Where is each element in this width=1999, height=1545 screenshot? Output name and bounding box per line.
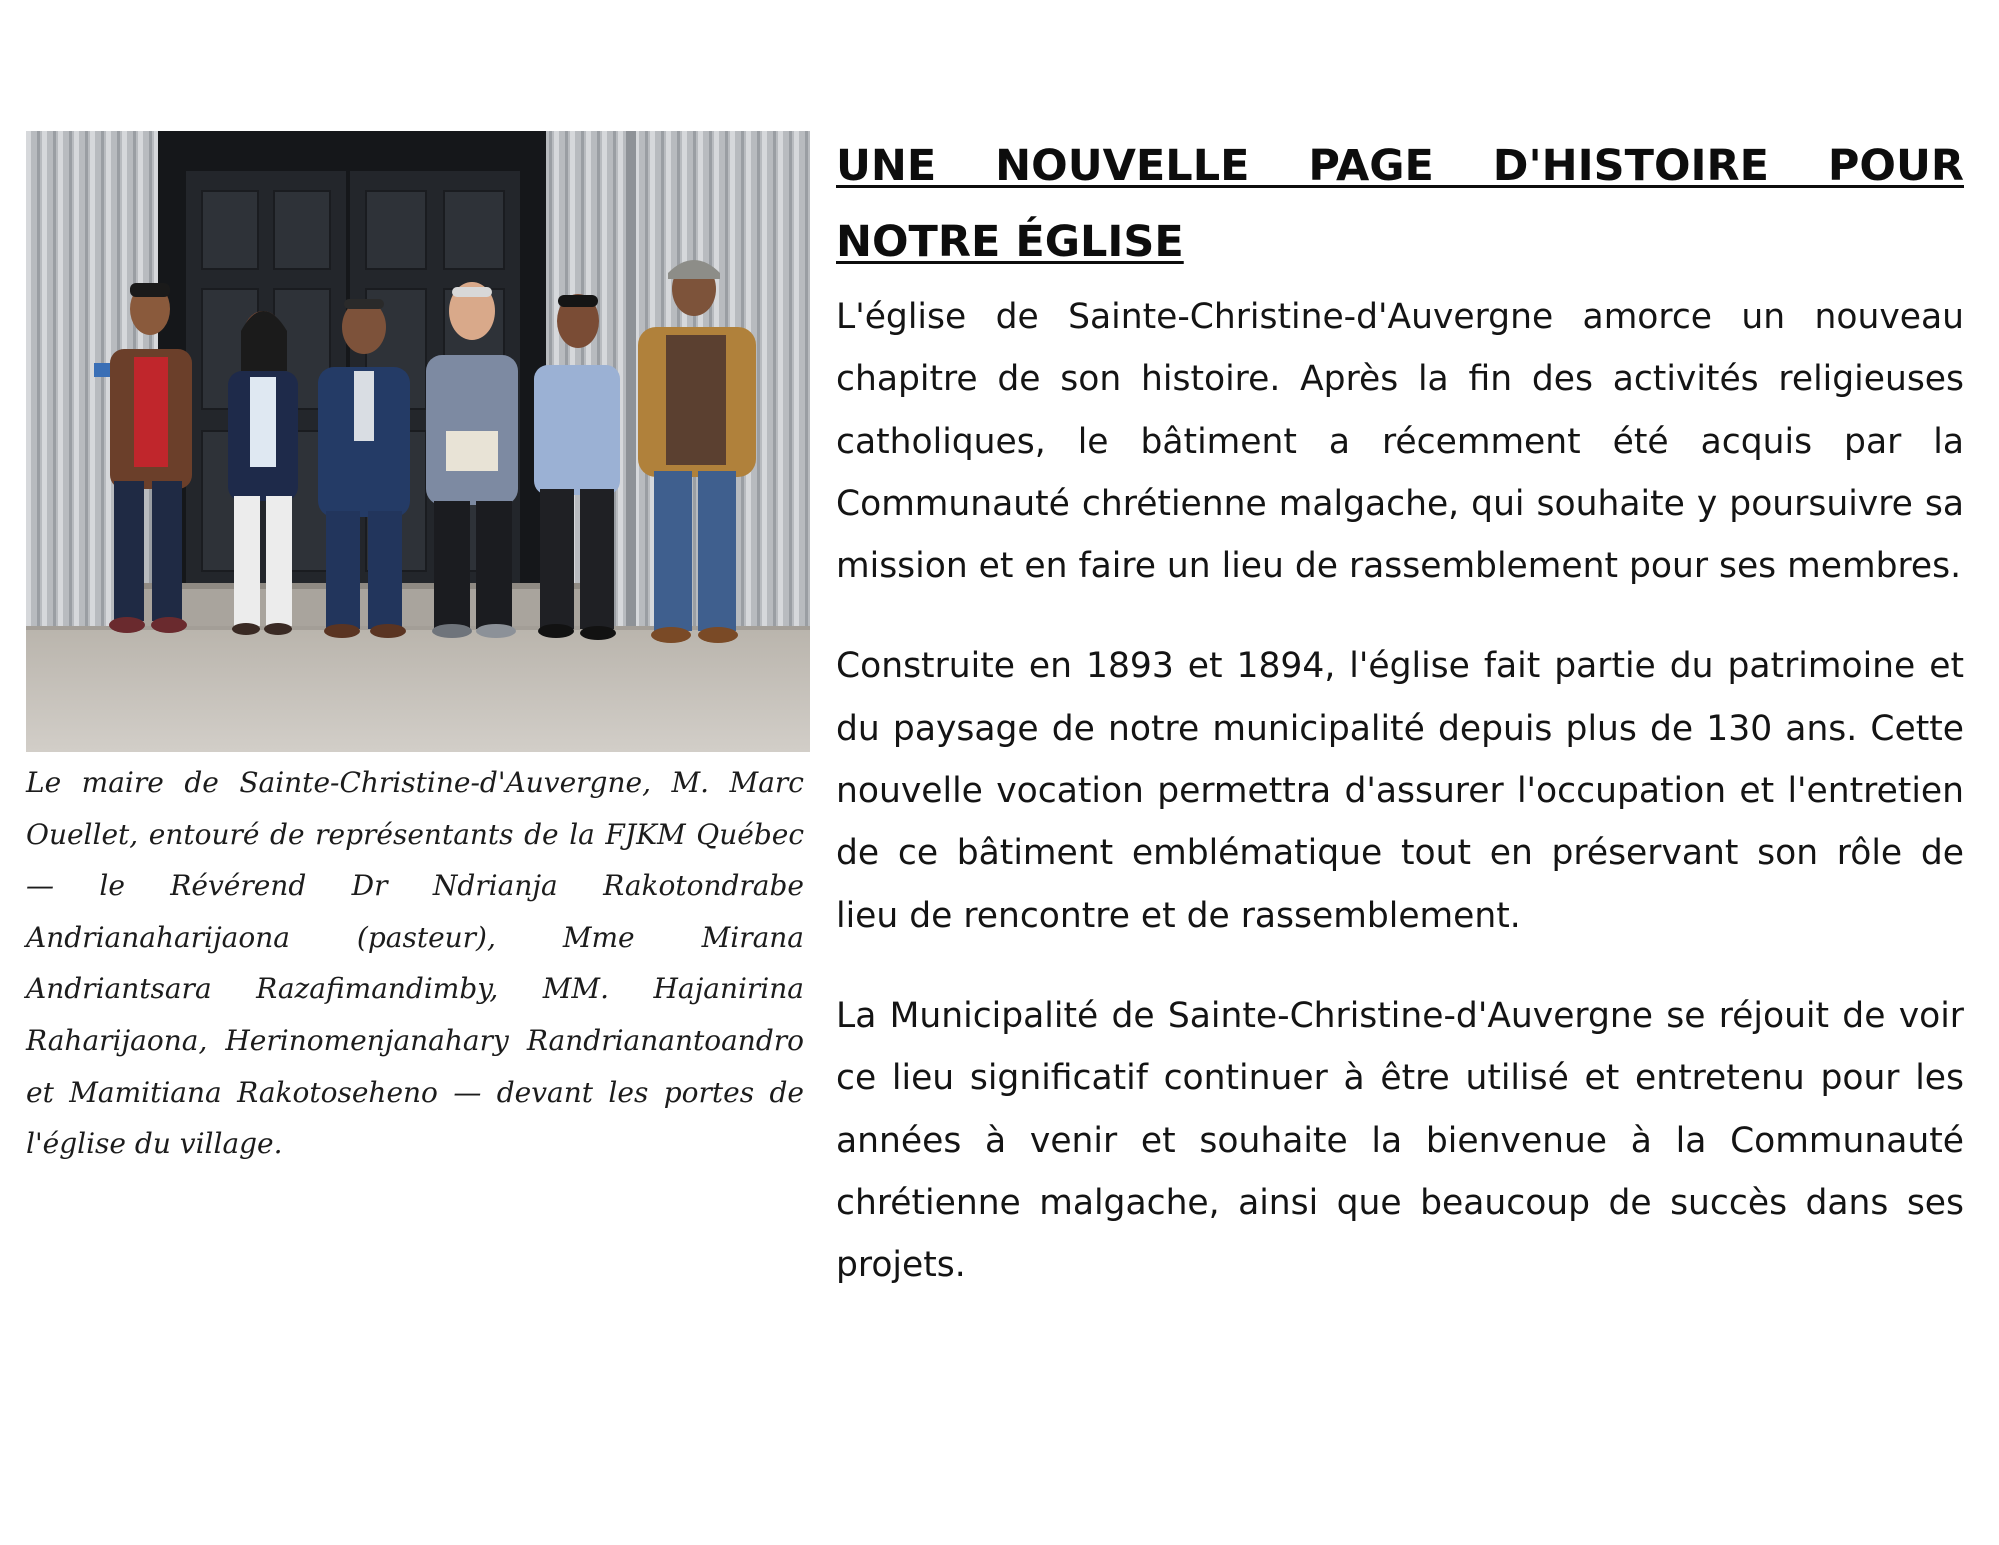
article bbox=[836, 128, 1964, 1334]
article-paragraph: La Municipalité de Sainte-Christine-d'Auvergne se réjouit de voir ce lieu significatif continuer à être utilisé et entretenu pour les années à venir et souhaite la bienvenue à la Communauté chrétienne malgache, ainsi que beaucoup de succès dans ses projets. bbox=[836, 995, 1964, 1286]
article-paragraph: L'église de Sainte-Christine-d'Auvergne amorce un nouveau chapitre de son histoire. Après la fin des activités religieuses catholiques, le bâtiment a récemment été acquis par la Communauté chrétienne malgache, qui souhaite y poursuivre sa mission et en faire un lieu de rassemblement pour ses membres. bbox=[836, 297, 1964, 587]
article-paragraph: Construite en 1893 et 1894, l'église fait partie du patrimoine et du paysage de notre municipalité depuis plus de 130 ans. Cette nouvelle vocation permettra d'assurer l'occupation et l'entretien de ce bâtiment emblématique tout en préservant son rôle de lieu de rencontre et de rassemblement. bbox=[836, 646, 1964, 936]
photo-caption: Le maire de Sainte-Christine-d'Auvergne, M. Marc Ouellet, entouré de représentants de la FJKM Québec — le Révérend Dr Ndrianja Rakotondrabe Andrianaharijaona (pasteur), Mme Mirana Andriantsara Razafimandimby, MM. Hajanirina Raharijaona, Herinomenjanahary Randrianantoandro et Mamitiana Rakotoseheno — devant les portes de l'église du village. bbox=[26, 766, 804, 1161]
church-group-photo bbox=[26, 131, 810, 752]
article-headline: UNE NOUVELLE PAGE D'HISTOIRE POUR NOTRE ÉGLISE bbox=[836, 141, 1964, 267]
